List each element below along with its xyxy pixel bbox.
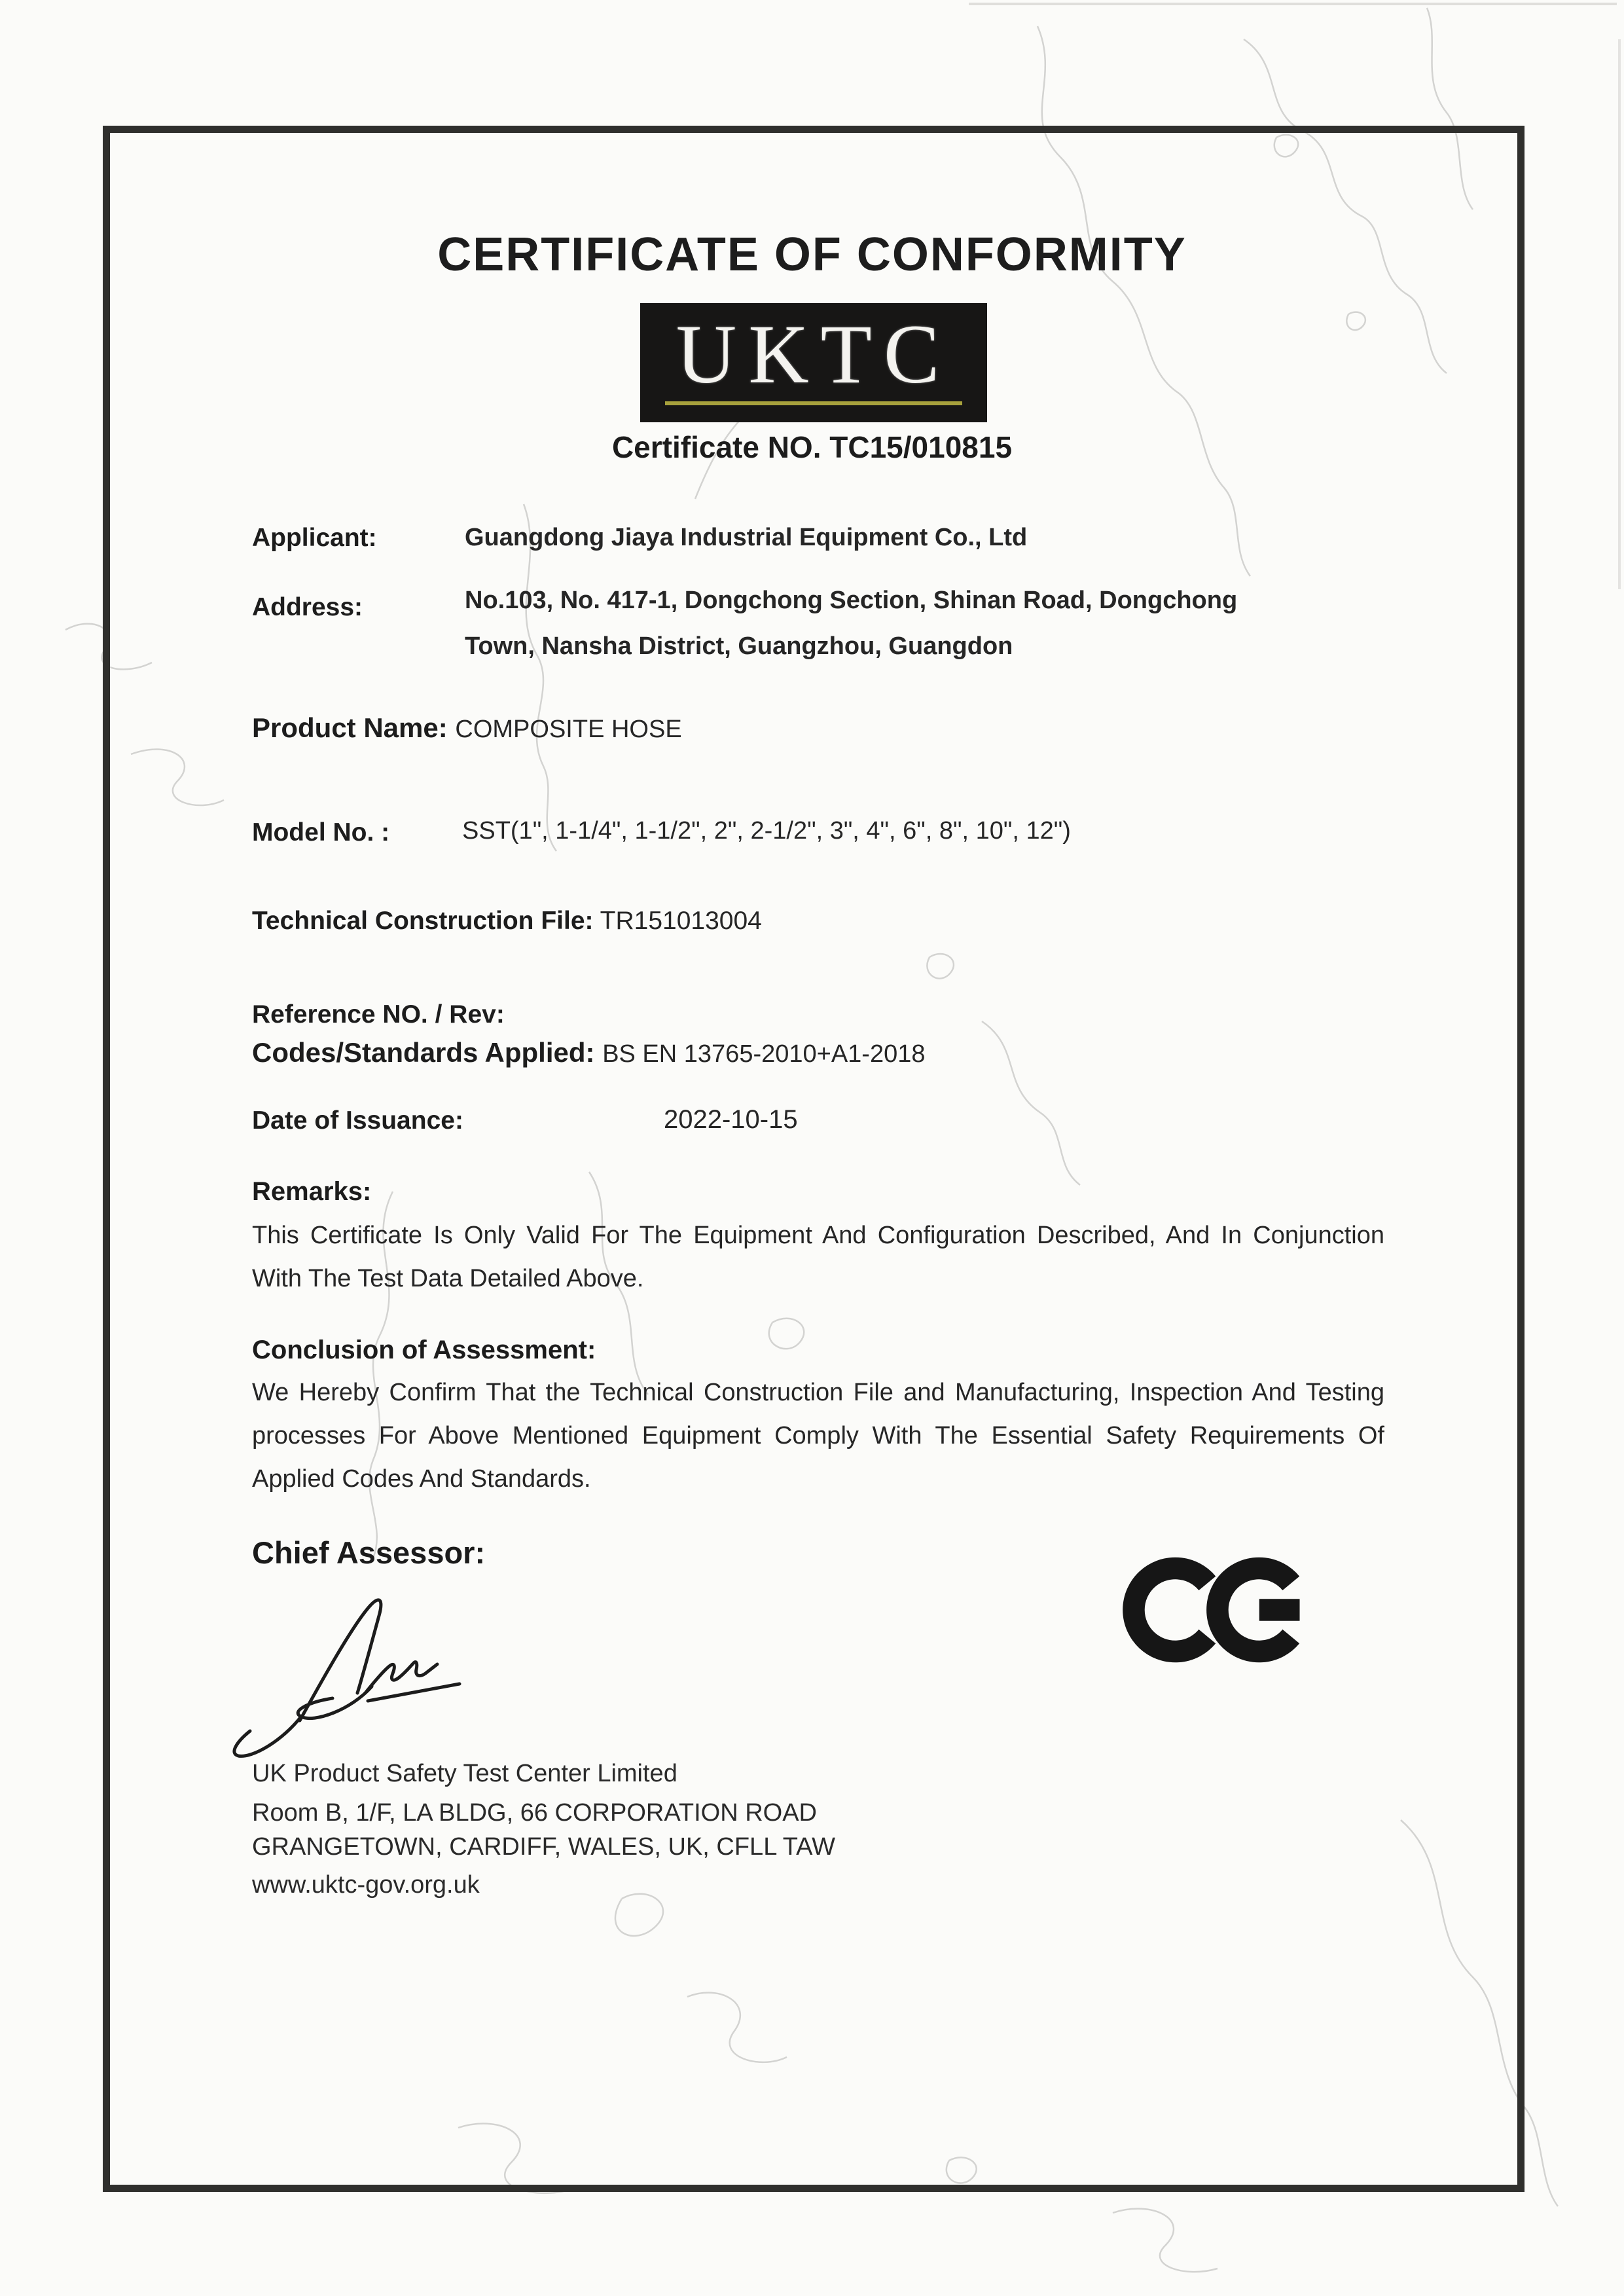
- model-no-value: SST(1", 1-1/4", 1-1/2", 2", 2-1/2", 3", 4", 6", 8", 10", 12"): [462, 817, 1071, 845]
- technical-file-value: TR151013004: [600, 907, 762, 935]
- product-name-row: [252, 712, 682, 744]
- remarks-body: This Certificate Is Only Valid For The Equipment And Configuration Described, And In Conjunction With The Test Data Detailed Above.: [252, 1222, 1384, 1292]
- ce-mark-icon: [1121, 1540, 1317, 1680]
- date-of-issuance-label: Date of Issuance:: [252, 1106, 463, 1135]
- conclusion-heading: Conclusion of Assessment:: [252, 1336, 596, 1364]
- technical-file-row: [252, 907, 762, 936]
- applicant-label: Applicant:: [252, 524, 377, 552]
- uktc-logo: [640, 303, 987, 422]
- model-no-label: Model No. :: [252, 818, 390, 847]
- footer-company: UK Product Safety Test Center Limited: [252, 1760, 677, 1787]
- product-name-value: COMPOSITE HOSE: [455, 716, 682, 743]
- footer-website: www.uktc-gov.org.uk: [252, 1871, 480, 1899]
- footer-address-line1: Room B, 1/F, LA BLDG, 66 CORPORATION ROAD: [252, 1799, 817, 1827]
- product-name-label: Product Name:: [252, 712, 448, 743]
- applicant-value: Guangdong Jiaya Industrial Equipment Co., Ltd: [465, 524, 1028, 551]
- date-of-issuance-value: 2022-10-15: [664, 1105, 798, 1134]
- remarks-heading: Remarks:: [252, 1177, 372, 1206]
- logo-underline: [665, 401, 962, 405]
- address-value-line2: Town, Nansha District, Guangzhou, Guangdon: [465, 632, 1013, 660]
- certificate-number: Certificate NO. TC15/010815: [611, 430, 1013, 464]
- uktc-logo-text: UKTC: [676, 307, 952, 401]
- technical-file-label: Technical Construction File:: [252, 907, 594, 935]
- reference-label: Reference NO. / Rev:: [252, 1000, 505, 1029]
- codes-standards-row: [252, 1037, 926, 1068]
- address-label: Address:: [252, 593, 363, 621]
- codes-standards-value: BS EN 13765-2010+A1-2018: [602, 1040, 926, 1068]
- page-title: CERTIFICATE OF CONFORMITY: [437, 228, 1187, 281]
- chief-assessor-label: Chief Assessor:: [252, 1535, 486, 1570]
- address-value-line1: No.103, No. 417-1, Dongchong Section, Shinan Road, Dongchong: [465, 587, 1238, 614]
- footer-address-line2: GRANGETOWN, CARDIFF, WALES, UK, CFLL TAW: [252, 1833, 835, 1861]
- codes-standards-label: Codes/Standards Applied:: [252, 1037, 595, 1068]
- assessor-signature: [216, 1565, 530, 1761]
- conclusion-body: We Hereby Confirm That the Technical Construction File and Manufacturing, Inspection And Testing processes For Above Mentioned Equipment Comply With The Essential Safety Requirements Of Applied Codes And Standards.: [252, 1379, 1384, 1493]
